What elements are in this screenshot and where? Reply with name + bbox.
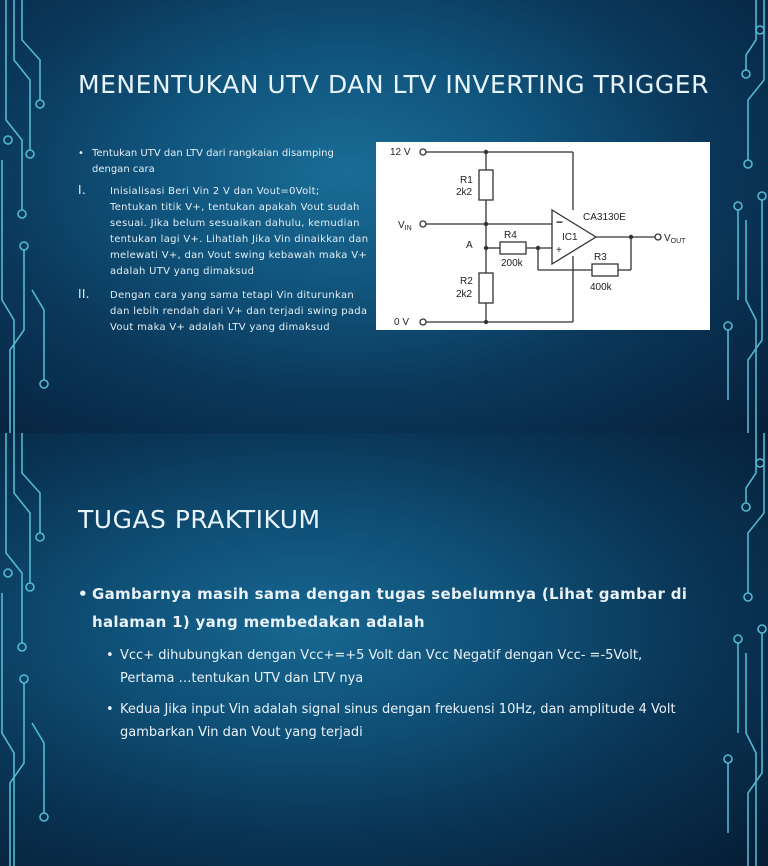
step-number: I.: [78, 183, 86, 197]
label-ic: IC1: [562, 232, 578, 243]
label-supply: 12 V: [390, 147, 411, 158]
step-number: II.: [78, 287, 90, 301]
bullet-intro: • Tentukan UTV dan LTV dari rangkaian disamping dengan cara: [78, 146, 370, 178]
label-ic-part: CA3130E: [583, 212, 626, 223]
slide-title: TUGAS PRAKTIKUM: [78, 505, 321, 534]
label-r4: R4: [504, 230, 517, 241]
label-r4-value: 200k: [501, 258, 523, 269]
sub-bullet: • Kedua Jika input Vin adalah signal sinus dengan frekuensi 10Hz, dan amplitude 4 Volt gambarkan Vin dan Vout yang terjadi: [106, 698, 698, 744]
label-r3: R3: [594, 252, 607, 263]
opamp-plus: +: [556, 245, 562, 256]
label-vout: $V_{OUT}$: [664, 233, 686, 245]
opamp-minus: −: [556, 215, 564, 229]
slide-title: MENENTUKAN UTV DAN LTV INVERTING TRIGGER: [78, 70, 709, 99]
schmitt-trigger-circuit-diagram: [376, 142, 710, 330]
step-text: Inisialisasi Beri Vin 2 V dan Vout=0Volt; Tentukan titik V+, tentukan apakah Vout sudah sesuai. Jika belum sesuaikan dahulu, kemudian tentukan lagi V+. Lihatlah Jika Vin dinaikkan dan melewati V+, dan Vout swing kebawah maka V+ adalah UTV yang dimaksud: [110, 186, 369, 277]
main-bullet: • Gambarnya masih sama dengan tugas sebelumnya (Lihat gambar di halaman 1) yang membedakan adalah: [78, 580, 698, 636]
step-2: [78, 288, 370, 336]
label-r1-value: 2k2: [456, 187, 473, 198]
circuit-decoration-left: [0, 0, 70, 433]
slide-body: [78, 146, 370, 344]
sub-bullet: • Vcc+ dihubungkan dengan Vcc+=+5 Volt dan Vcc Negatif dengan Vcc- =-5Volt, Pertama …tentukan UTV dan LTV nya: [106, 644, 698, 690]
circuit-decoration-right: [698, 433, 768, 866]
step-1: [78, 184, 370, 280]
label-r1: R1: [460, 175, 473, 186]
label-r2-value: 2k2: [456, 289, 473, 300]
slide-body: [78, 580, 698, 744]
label-r2: R2: [460, 276, 473, 287]
label-r3-value: 400k: [590, 282, 612, 293]
label-ground: 0 V: [394, 317, 410, 328]
label-node-a: A: [466, 240, 473, 251]
label-vin: $V_{IN}$: [398, 220, 412, 232]
circuit-decoration-left: [0, 433, 70, 866]
step-text: Dengan cara yang sama tetapi Vin diturunkan dan lebih rendah dari V+ dan terjadi swing pada Vout maka V+ adalah LTV yang dimaksud: [110, 290, 368, 333]
